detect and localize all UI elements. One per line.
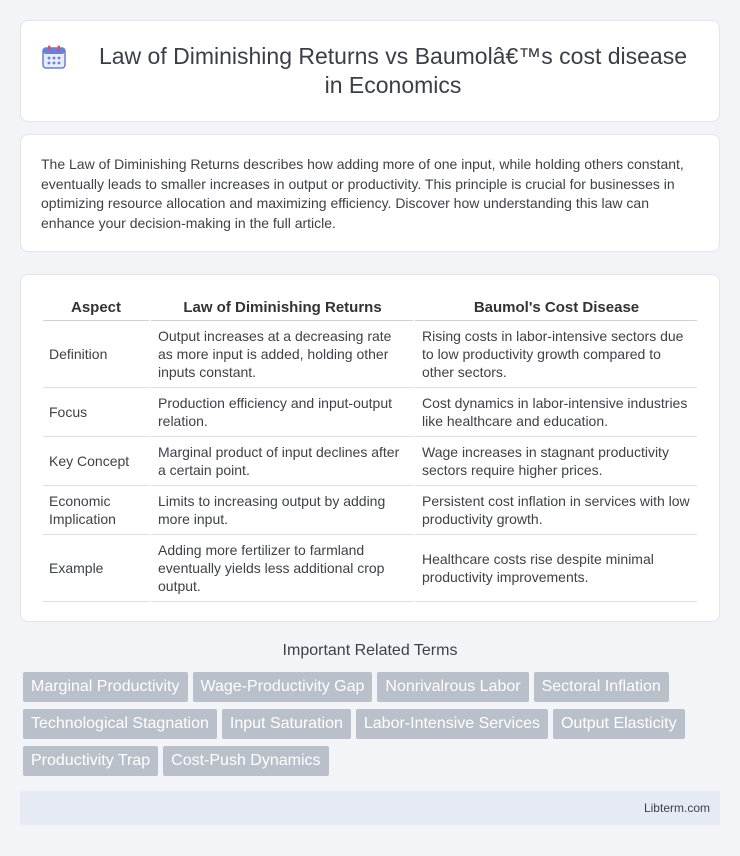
row-baumol: Wage increases in stagnant productivity sectors require higher prices. [413, 437, 697, 486]
table-row [43, 388, 697, 437]
row-aspect: Economic Implication [43, 486, 149, 535]
related-term-tag[interactable]: Productivity Trap [23, 746, 158, 776]
row-baumol: Rising costs in labor-intensive sectors due to low productivity growth compared to other sectors. [413, 321, 697, 388]
page-title: Law of Diminishing Returns vs Baumolâ€™s cost disease in Economics [98, 43, 688, 98]
footer [20, 791, 720, 825]
table-row [43, 535, 697, 602]
row-aspect: Example [43, 535, 149, 602]
related-terms-title: Important Related Terms [282, 642, 458, 659]
row-law: Production efficiency and input-output relation. [149, 388, 413, 437]
intro-text: The Law of Diminishing Returns describes how adding more of one input, while holding others constant, eventually leads to smaller increases in output or productivity. This principle is crucial for businesses in optimizing resource allocation and maximizing efficiency. Discover how understanding this law can enhance your decision-making in the full article. [41, 156, 684, 231]
related-term-tag[interactable]: Cost-Push Dynamics [163, 746, 328, 776]
row-law: Limits to increasing output by adding more input. [149, 486, 413, 535]
related-term-tag[interactable]: Nonrivalrous Labor [377, 672, 528, 702]
related-term-tag[interactable]: Labor-Intensive Services [356, 709, 548, 739]
row-law: Output increases at a decreasing rate as more input is added, holding other inputs constant. [149, 321, 413, 388]
intro-card [20, 134, 720, 252]
row-baumol: Healthcare costs rise despite minimal productivity improvements. [413, 535, 697, 602]
table-row [43, 437, 697, 486]
related-term-tag[interactable]: Technological Stagnation [23, 709, 217, 739]
related-terms-list [20, 672, 720, 783]
row-aspect: Focus [43, 388, 149, 437]
calendar-icon [41, 44, 67, 70]
related-terms-section [20, 642, 720, 783]
table-row [43, 486, 697, 535]
row-baumol: Persistent cost inflation in services with low productivity growth. [413, 486, 697, 535]
table-row [43, 321, 697, 388]
title-card [20, 20, 720, 122]
comparison-table-card [20, 274, 720, 622]
table-header-row [43, 295, 697, 321]
footer-brand[interactable]: Libterm.com [643, 801, 710, 815]
row-law: Marginal product of input declines after a certain point. [149, 437, 413, 486]
related-term-tag[interactable]: Marginal Productivity [23, 672, 188, 702]
comparison-table [43, 295, 697, 602]
related-term-tag[interactable]: Sectoral Inflation [534, 672, 669, 702]
row-aspect: Definition [43, 321, 149, 388]
header-aspect: Aspect [43, 295, 149, 321]
related-term-tag[interactable]: Input Saturation [222, 709, 351, 739]
row-aspect: Key Concept [43, 437, 149, 486]
related-term-tag[interactable]: Output Elasticity [553, 709, 685, 739]
header-baumol: Baumol's Cost Disease [413, 295, 697, 321]
row-law: Adding more fertilizer to farmland eventually yields less additional crop output. [149, 535, 413, 602]
header-law: Law of Diminishing Returns [149, 295, 413, 321]
related-term-tag[interactable]: Wage-Productivity Gap [193, 672, 373, 702]
row-baumol: Cost dynamics in labor-intensive industries like healthcare and education. [413, 388, 697, 437]
